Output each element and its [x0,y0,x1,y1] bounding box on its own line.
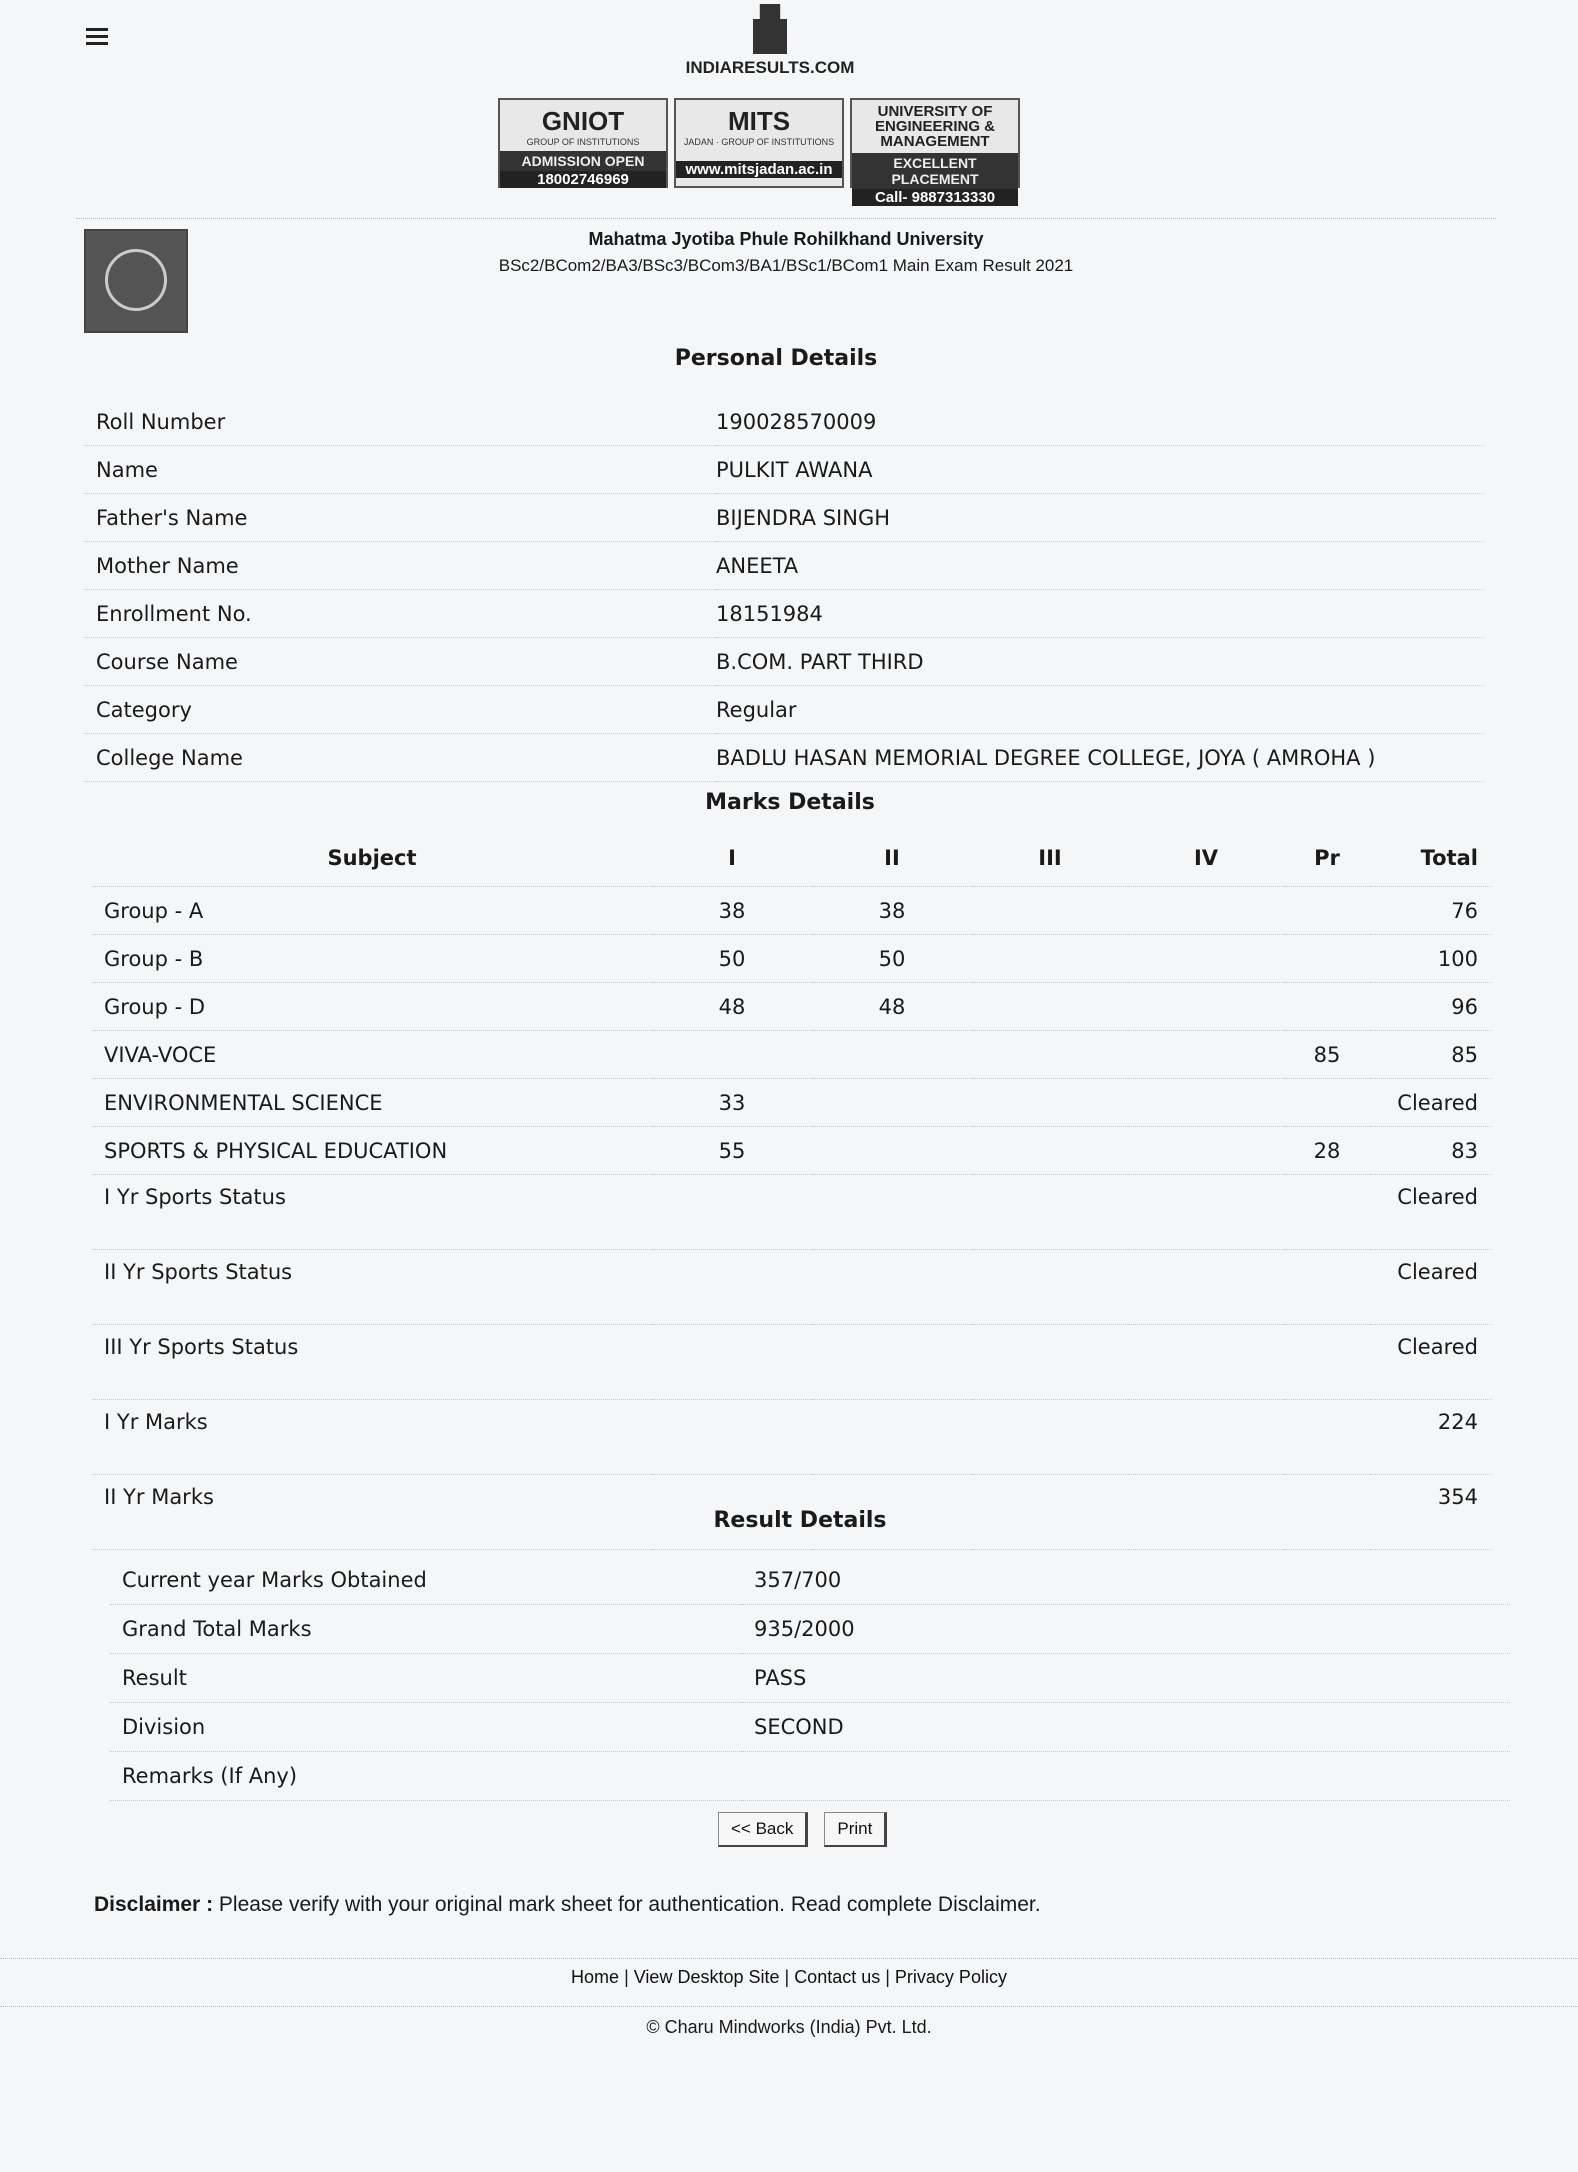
field-value: B.COM. PART THIRD [716,638,1484,686]
field-label: Mother Name [84,542,716,590]
personal-row [84,542,1484,590]
mark-cell [1128,887,1284,935]
marks-row [92,1127,1492,1175]
field-label: Remarks (If Any) [110,1752,742,1801]
mark-cell [972,935,1128,983]
personal-row [84,494,1484,542]
mark-cell [972,1079,1128,1127]
field-label: Father's Name [84,494,716,542]
field-value: ANEETA [716,542,1484,590]
brand-name: INDIARESULTS.COM [685,58,855,77]
mark-cell [1284,1400,1370,1475]
field-label: Name [84,446,716,494]
mark-cell [1128,1079,1284,1127]
mark-cell: 33 [652,1079,812,1127]
action-buttons [718,1812,887,1847]
field-value: BIJENDRA SINGH [716,494,1484,542]
mark-cell [1128,1400,1284,1475]
field-label: Division [110,1703,742,1752]
mark-cell [812,1031,972,1079]
marks-row [92,1400,1492,1475]
personal-details-title: Personal Details [674,346,878,371]
mark-cell [1284,1325,1370,1400]
mark-cell [812,1127,972,1175]
mark-cell [1128,1175,1284,1250]
marks-details-title: Marks Details [705,790,875,815]
marks-row [92,1031,1492,1079]
ad-line: www.mitsjadan.ac.in [676,161,842,178]
result-row [110,1556,1510,1605]
mark-cell [812,1175,972,1250]
subject-name: II Yr Sports Status [92,1250,652,1325]
mark-cell [812,1400,972,1475]
mark-cell: 48 [812,983,972,1031]
personal-row [84,398,1484,446]
ad-gniot[interactable] [498,98,668,188]
disclaimer-text[interactable]: Please verify with your original mark sheet for authentication. Read complete Disclaimer. [213,1893,1041,1916]
total-cell: Cleared [1370,1175,1492,1250]
mark-cell [972,983,1128,1031]
ad-mits[interactable] [674,98,844,188]
marks-row [92,1325,1492,1400]
total-cell: Cleared [1370,1250,1492,1325]
disclaimer [94,1893,1041,1917]
mark-cell [1284,887,1370,935]
site-logo[interactable] [670,4,870,78]
field-value: PASS [742,1654,1510,1703]
mark-cell [652,1175,812,1250]
footer-links [0,1958,1578,1988]
print-button[interactable]: Print [824,1812,887,1847]
university-name: Mahatma Jyotiba Phule Rohilkhand University [588,229,984,249]
marks-column-header: II [812,830,972,887]
total-cell: 224 [1370,1400,1492,1475]
mark-cell [812,1250,972,1325]
marks-row [92,1175,1492,1250]
menu-icon[interactable] [86,28,108,44]
result-row [110,1703,1510,1752]
mark-cell [972,1250,1128,1325]
brand-mark-icon [753,4,787,54]
mark-cell [1284,1250,1370,1325]
marks-row [92,935,1492,983]
mark-cell [1284,1079,1370,1127]
mark-cell [1128,1250,1284,1325]
field-value: 18151984 [716,590,1484,638]
mark-cell [1284,983,1370,1031]
disclaimer-label: Disclaimer : [94,1893,214,1916]
subject-name: I Yr Marks [92,1400,652,1475]
subject-name: ENVIRONMENTAL SCIENCE [92,1079,652,1127]
marks-row [92,983,1492,1031]
ad-line: 18002746969 [500,171,666,188]
subject-name: III Yr Sports Status [92,1325,652,1400]
ad-banner-row [498,98,1020,206]
result-row [110,1654,1510,1703]
mark-cell [652,1250,812,1325]
subject-name: Group - B [92,935,652,983]
mark-cell [1128,935,1284,983]
field-value: BADLU HASAN MEMORIAL DEGREE COLLEGE, JOYA ( AMROHA ) [716,734,1484,782]
personal-row [84,686,1484,734]
marks-column-header: I [652,830,812,887]
mark-cell [652,1031,812,1079]
result-row [110,1605,1510,1654]
mark-cell [812,1079,972,1127]
field-value: 935/2000 [742,1605,1510,1654]
link-separator: | [619,1967,634,1987]
total-cell: 354 [1370,1475,1492,1550]
ad-subtitle: GROUP OF INSTITUTIONS [526,137,640,147]
marks-row [92,1079,1492,1127]
subject-name: SPORTS & PHYSICAL EDUCATION [92,1127,652,1175]
link-separator: | [779,1967,795,1987]
mark-cell: 38 [812,887,972,935]
result-row [110,1752,1510,1801]
subject-name: II Yr Marks [92,1475,652,1550]
link-separator: | [880,1967,895,1987]
mark-cell: 28 [1284,1127,1370,1175]
mark-cell [972,1325,1128,1400]
mark-cell [1128,1127,1284,1175]
personal-row [84,734,1484,782]
field-label: Enrollment No. [84,590,716,638]
ad-title: GNIOT [541,106,625,136]
footer-link[interactable]: Privacy Policy [894,1967,1007,1987]
mark-cell [972,1031,1128,1079]
mark-cell [812,1325,972,1400]
footer-link[interactable]: Home [571,1967,620,1987]
ad-subtitle: JADAN · GROUP OF INSTITUTIONS [683,137,835,147]
mark-cell: 50 [812,935,972,983]
field-label: College Name [84,734,716,782]
ad-title: MITS [727,106,791,136]
back-button[interactable]: << Back [718,1812,808,1847]
marks-column-header: Total [1370,830,1492,887]
personal-row [84,638,1484,686]
field-label: Category [84,686,716,734]
field-label: Current year Marks Obtained [110,1556,742,1605]
total-cell: 76 [1370,887,1492,935]
subject-name: VIVA-VOCE [92,1031,652,1079]
marks-column-header: Pr [1284,830,1370,887]
total-cell: 85 [1370,1031,1492,1079]
field-label: Roll Number [84,398,716,446]
subject-name: I Yr Sports Status [92,1175,652,1250]
field-value [742,1752,1510,1801]
ad-uem[interactable] [850,98,1020,206]
field-value: 190028570009 [716,398,1484,446]
field-value: 357/700 [742,1556,1510,1605]
total-cell: 83 [1370,1127,1492,1175]
mark-cell [972,887,1128,935]
field-label: Grand Total Marks [110,1605,742,1654]
subject-name: Group - D [92,983,652,1031]
personal-row [84,590,1484,638]
result-details-title: Result Details [713,1508,887,1533]
marks-row [92,887,1492,935]
exam-title: BSc2/BCom2/BA3/BSc3/BCom3/BA1/BSc1/BCom1 Main Exam Result 2021 [498,256,1074,275]
personal-details-table [84,398,1484,782]
ad-line: Call- 9887313330 [852,189,1018,206]
mark-cell [972,1175,1128,1250]
mark-cell [972,1127,1128,1175]
footer-link[interactable]: View Desktop Site [633,1967,780,1987]
ad-line: EXCELLENT PLACEMENT [852,153,1018,189]
field-value: SECOND [742,1703,1510,1752]
mark-cell [652,1400,812,1475]
mark-cell [1284,1175,1370,1250]
mark-cell [652,1325,812,1400]
mark-cell [1128,1031,1284,1079]
result-details-table [110,1556,1510,1801]
marks-row [92,1250,1492,1325]
marks-column-header: III [972,830,1128,887]
total-cell: 100 [1370,935,1492,983]
copyright: © Charu Mindworks (India) Pvt. Ltd. [0,2006,1578,2038]
marks-column-header: Subject [92,830,652,887]
marks-column-header: IV [1128,830,1284,887]
personal-row [84,446,1484,494]
footer-link[interactable]: Contact us [794,1967,881,1987]
ad-line: ADMISSION OPEN [500,151,666,171]
mark-cell [1284,935,1370,983]
mark-cell: 48 [652,983,812,1031]
mark-cell [1128,1325,1284,1400]
total-cell: 96 [1370,983,1492,1031]
result-header [76,218,1496,339]
field-label: Course Name [84,638,716,686]
total-cell: Cleared [1370,1325,1492,1400]
field-value: Regular [716,686,1484,734]
mark-cell: 38 [652,887,812,935]
field-value: PULKIT AWANA [716,446,1484,494]
mark-cell [972,1400,1128,1475]
mark-cell [1128,983,1284,1031]
total-cell: Cleared [1370,1079,1492,1127]
marks-details-table [92,830,1492,1550]
field-label: Result [110,1654,742,1703]
mark-cell: 85 [1284,1031,1370,1079]
subject-name: Group - A [92,887,652,935]
mark-cell: 50 [652,935,812,983]
mark-cell: 55 [652,1127,812,1175]
ad-title: UNIVERSITY OF ENGINEERING & MANAGEMENT [874,103,995,150]
